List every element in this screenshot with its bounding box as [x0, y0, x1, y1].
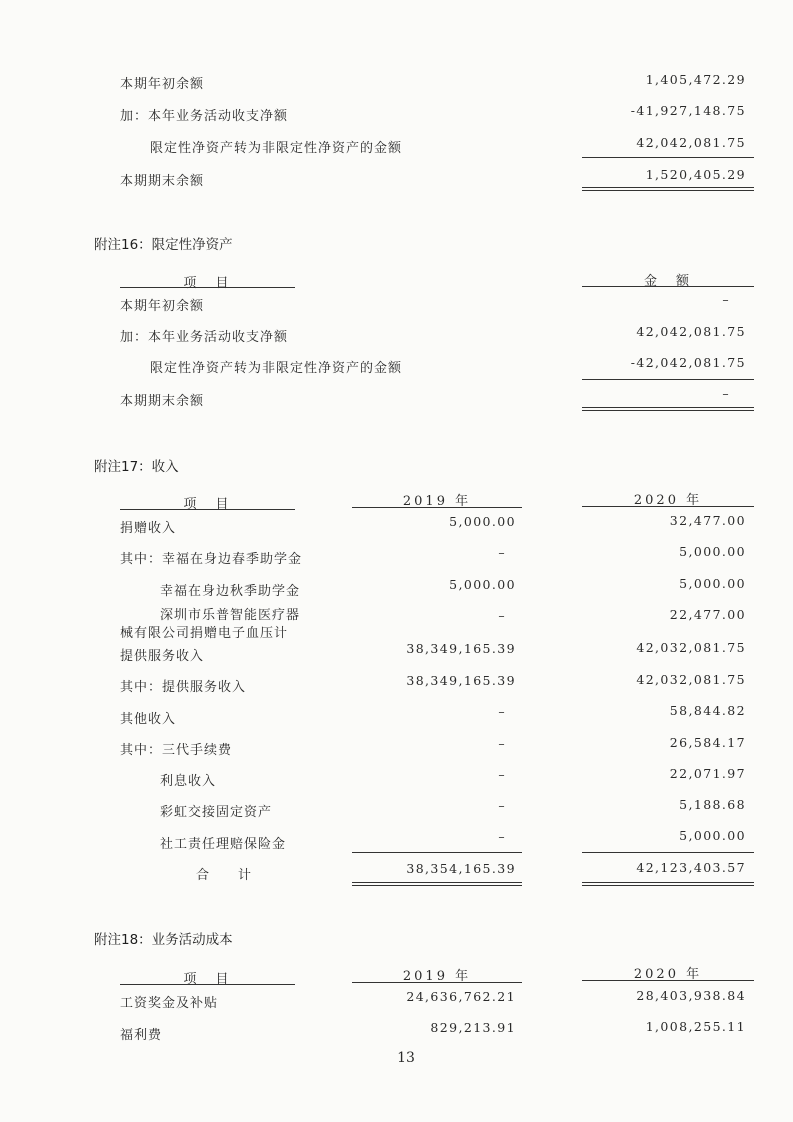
note16-col-item: 项 目: [183, 276, 232, 291]
note18-row-label: 工资奖金及补贴: [120, 996, 219, 1011]
note18-row-2020: 28,403,938.84: [636, 988, 746, 1003]
note17-row-2019: –: [498, 704, 506, 719]
note17-row-2020: 58,844.82: [669, 703, 746, 718]
total-double-rule: [352, 882, 522, 886]
top-row-label: 本期年初余额: [120, 77, 205, 92]
top-row-label: 限定性净资产转为非限定性净资产的金额: [150, 141, 403, 156]
note18-row-2019: 829,213.91: [430, 1020, 516, 1035]
note18-row-2019: 24,636,762.21: [406, 989, 516, 1004]
subtotal-rule: [582, 157, 754, 158]
note18-col-item: 项 目: [183, 972, 232, 987]
note18-heading: 附注18：业务活动成本: [94, 932, 233, 948]
note17-row-label: 社工责任理赔保险金: [160, 837, 287, 852]
note17-row-label-cont: 械有限公司捐赠电子血压计: [120, 626, 289, 641]
note17-row-2019: –: [498, 608, 506, 623]
note16-row-label: 限定性净资产转为非限定性净资产的金额: [150, 361, 403, 376]
note17-row-label: 其中：提供服务收入: [120, 680, 247, 695]
note16-row-label: 本期期末余额: [120, 394, 205, 409]
note17-row-2019: 38,349,165.39: [406, 673, 516, 688]
subtotal-rule: [582, 852, 754, 853]
note17-heading: 附注17：收入: [94, 459, 179, 475]
header-rule: [582, 506, 754, 507]
note17-row-2019: 38,349,165.39: [406, 641, 516, 656]
note17-row-2019: –: [498, 798, 506, 813]
note17-row-2019: –: [498, 829, 506, 844]
note16-row-label: 加：本年业务活动收支净额: [120, 330, 289, 345]
total-double-rule: [582, 187, 754, 191]
note17-row-2020: 42,032,081.75: [636, 672, 746, 687]
header-rule: [352, 507, 522, 508]
note17-row-2020: 22,071.97: [669, 766, 746, 781]
note17-row-2019: 5,000.00: [449, 577, 516, 592]
note18-col-2019: 2019 年: [402, 969, 472, 984]
page-number: 13: [397, 1050, 415, 1066]
note17-row-label: 深圳市乐普智能医疗器: [160, 608, 301, 623]
note16-row-value: 42,042,081.75: [636, 324, 746, 339]
note17-row-label: 捐赠收入: [120, 521, 177, 536]
note17-col-2019: 2019 年: [402, 494, 472, 509]
note16-col-amount: 金 额: [643, 274, 692, 289]
note16-row-label: 本期年初余额: [120, 299, 205, 314]
note17-row-2019: 5,000.00: [449, 514, 516, 529]
header-rule: [582, 980, 754, 981]
top-row-value: 1,520,405.29: [645, 167, 746, 182]
note16-row-value: –: [722, 386, 730, 401]
note17-col-item: 项 目: [183, 497, 232, 512]
note17-row-2019: –: [498, 545, 506, 560]
top-row-value: 1,405,472.29: [645, 72, 746, 87]
note17-row-2020: 32,477.00: [669, 513, 746, 528]
note16-heading: 附注16：限定性净资产: [94, 237, 233, 253]
total-double-rule: [582, 882, 754, 886]
note17-row-2020: 26,584.17: [669, 735, 746, 750]
note17-row-label: 彩虹交接固定资产: [160, 805, 273, 820]
note17-col-2020: 2020 年: [633, 493, 703, 508]
note17-row-2020: 5,000.00: [679, 576, 746, 591]
note17-total-label: 合 计: [196, 868, 260, 883]
note17-row-label: 幸福在身边秋季助学金: [160, 584, 301, 599]
top-row-value: 42,042,081.75: [636, 135, 746, 150]
note17-row-label: 其中：幸福在身边春季助学金: [120, 552, 303, 567]
note17-total-2019: 38,354,165.39: [406, 861, 516, 876]
header-rule: [120, 509, 295, 510]
note17-total-2020: 42,123,403.57: [636, 860, 746, 875]
note17-row-label: 提供服务收入: [120, 649, 205, 664]
header-rule: [120, 287, 295, 288]
note17-row-label: 其中：三代手续费: [120, 743, 233, 758]
top-row-value: -41,927,148.75: [630, 103, 746, 118]
total-double-rule: [582, 407, 754, 411]
subtotal-rule: [582, 379, 754, 380]
note17-row-2020: 5,000.00: [679, 544, 746, 559]
note18-col-2020: 2020 年: [633, 967, 703, 982]
note17-row-2020: 5,188.68: [679, 797, 746, 812]
note17-row-2019: –: [498, 736, 506, 751]
note16-row-value: -42,042,081.75: [630, 355, 746, 370]
note17-row-2020: 42,032,081.75: [636, 640, 746, 655]
note17-row-2019: –: [498, 767, 506, 782]
note18-row-2020: 1,008,255.11: [645, 1019, 746, 1034]
header-rule: [352, 982, 522, 983]
header-rule: [120, 984, 295, 985]
note17-row-label: 其他收入: [120, 712, 177, 727]
top-row-label: 加：本年业务活动收支净额: [120, 109, 289, 124]
note17-row-2020: 22,477.00: [669, 607, 746, 622]
note16-row-value: –: [722, 292, 730, 307]
subtotal-rule: [352, 852, 522, 853]
top-row-label: 本期期末余额: [120, 174, 205, 189]
header-rule: [582, 286, 754, 287]
note17-row-2020: 5,000.00: [679, 828, 746, 843]
note18-row-label: 福利费: [120, 1028, 163, 1043]
note17-row-label: 利息收入: [160, 774, 217, 789]
